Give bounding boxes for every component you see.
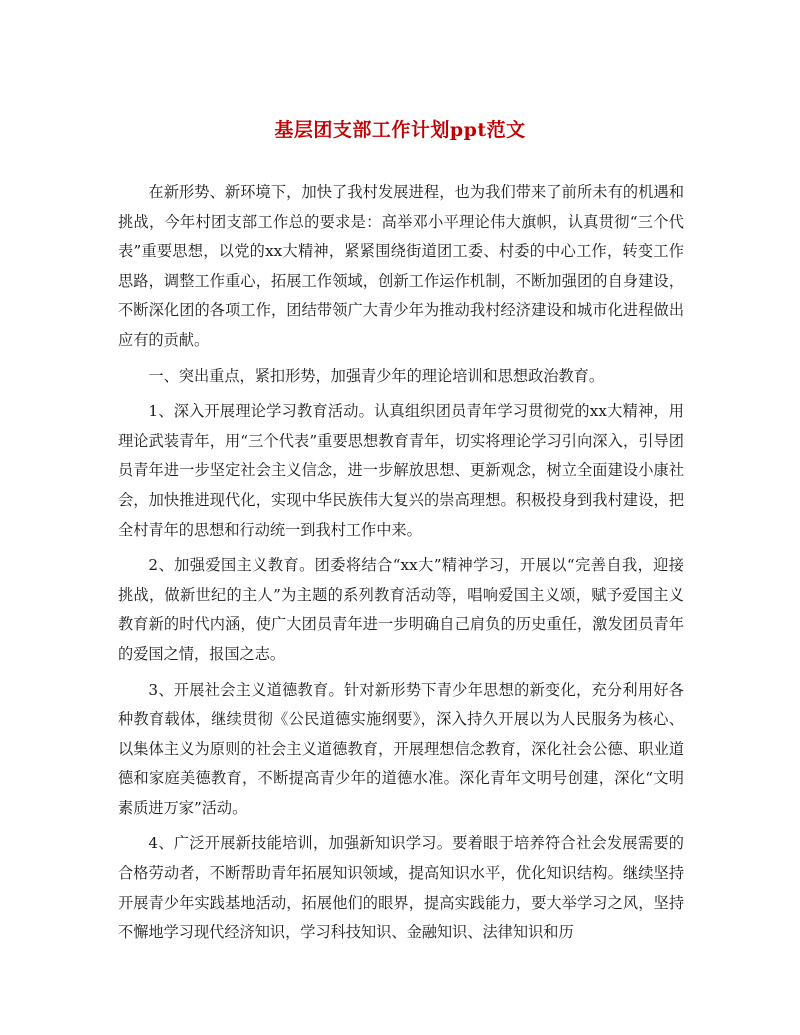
- intro-paragraph: 在新形势、新环境下，加快了我村发展进程，也为我们带来了前所未有的机遇和挑战，今年村团支部工作总的要求是：高举邓小平理论伟大旗帜，认真贯彻“三个代表”重要思想，以党的xx大精神，紧紧围绕街道团工委、村委的中心工作，转变工作思路，调整工作重心，拓展工作领域，创新工作运作机制，不断加强团的自身建设，不断深化团的各项工作，团结带领广大青少年为推动我村经济建设和城市化进程做出应有的贡献。: [118, 183, 684, 349]
- document-body: [118, 178, 684, 954]
- item-paragraph-4: 4、广泛开展新技能培训，加强新知识学习。要着眼于培养符合社会发展需要的合格劳动者，不断帮助青年拓展知识领域，提高知识水平，优化知识结构。继续坚持开展青少年实践基地活动，拓展他们的眼界，提高实践能力，要大举学习之风，坚持不懈地学习现代经济知识，学习科技知识、金融知识、法律知识和历: [118, 834, 684, 942]
- item-paragraph-3: 3、开展社会主义道德教育。针对新形势下青少年思想的新变化，充分利用好各种教育载体，继续贯彻《公民道德实施纲要》，深入持久开展以为人民服务为核心、以集体主义为原则的社会主义道德教育，开展理想信念教育，深化社会公德、职业道德和家庭美德教育，不断提高青少年的道德水准。深化青年文明号创建，深化“文明素质进万家”活动。: [118, 680, 684, 817]
- item-paragraph-1: 1、深入开展理论学习教育活动。认真组织团员青年学习贯彻党的xx大精神，用理论武装青年，用“三个代表”重要思想教育青年，切实将理论学习引向深入，引导团员青年进一步坚定社会主义信念，进一步解放思想、更新观念，树立全面建设小康社会，加快推进现代化，实现中华民族伟大复兴的崇高理想。积极投身到我村建设，把全村青年的思想和行动统一到我村工作中来。: [118, 402, 684, 539]
- item-paragraph-2: 2、加强爱国主义教育。团委将结合“xx大”精神学习，开展以“完善自我，迎接挑战，做新世纪的主人”为主题的系列教育活动等，唱响爱国主义颂，赋予爱国主义教育新的时代内涵，使广大团员青年进一步明确自己肩负的历史重任，激发团员青年的爱国之情，报国之志。: [118, 556, 684, 663]
- document-title: 基层团支部工作计划ppt范文: [274, 119, 526, 141]
- section-heading-1: 一、突出重点，紧扣形势，加强青少年的理论培训和思想政治教育。: [148, 366, 605, 385]
